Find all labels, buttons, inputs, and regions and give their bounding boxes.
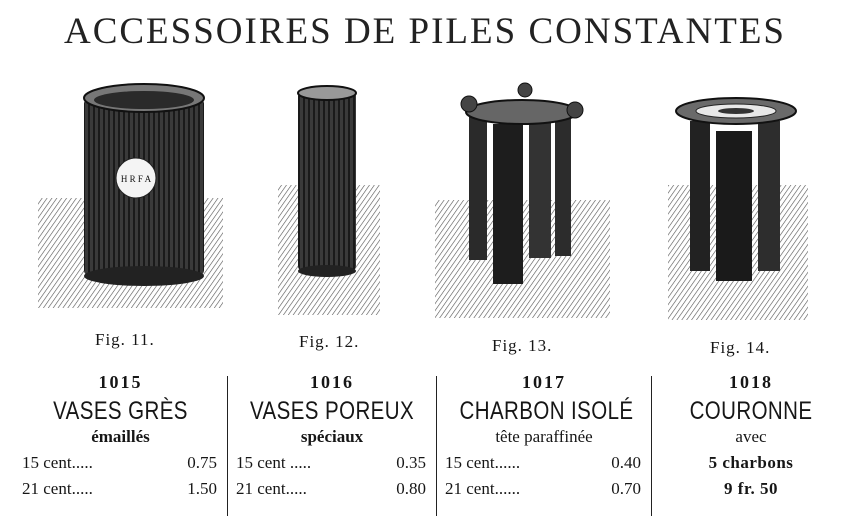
price-row [441,479,647,499]
fig-13-caption: Fig. 13. [492,336,553,355]
fig-11-caption: Fig. 11. [95,330,155,349]
page-title: ACCESSOIRES DE PILES CONSTANTES [63,11,787,52]
fig-14-crown-illustration [668,95,808,320]
price-label: 21 cent..... [236,479,307,498]
price-value: 0.80 [396,479,426,498]
item-price: 9 fr. 50 [724,479,778,498]
price-value: 0.35 [396,453,426,472]
item-subtitle: tête paraffinée [495,427,593,446]
fig-12-porous-vase-illustration [278,85,380,315]
price-row [18,453,223,473]
price-value: 0.40 [611,453,641,472]
price-row [232,453,432,473]
item-1017 [441,370,647,520]
fig-13-insulated-carbon-illustration [435,80,610,318]
price-row [232,479,432,499]
item-subtitle: émaillés [91,427,150,446]
price-label: 21 cent...... [445,479,521,498]
column-divider [436,376,437,516]
price-row [18,479,223,499]
price-label: 15 cent..... [22,453,93,472]
price-value: 1.50 [187,479,217,498]
fig-11-stoneware-jar-illustration [38,78,223,310]
item-subtitle: spéciaux [300,427,364,446]
price-label: 15 cent...... [445,453,521,472]
hrfa-logo-text: H R F A [120,174,152,184]
item-detail: 5 charbons [708,453,794,472]
column-divider [227,376,228,516]
fig-14-caption: Fig. 14. [710,338,771,357]
item-number: 1018 [729,372,773,392]
price-row [441,453,647,473]
price-value: 0.70 [611,479,641,498]
item-number: 1016 [310,372,354,392]
item-number: 1015 [98,372,143,392]
item-name: VASES GRÈS [53,397,188,425]
fig-12-caption: Fig. 12. [299,332,360,351]
price-label: 21 cent..... [22,479,93,498]
item-1016 [232,370,432,520]
item-number: 1017 [522,372,566,392]
price-value: 0.75 [187,453,217,472]
item-name: CHARBON ISOLÉ [459,397,634,425]
item-name: VASES POREUX [250,397,415,425]
item-name: COURONNE [689,397,813,425]
price-label: 15 cent ..... [236,453,312,472]
column-divider [651,376,652,516]
item-subtitle: avec [735,427,767,446]
item-1018 [656,370,846,520]
item-1015 [18,370,223,520]
